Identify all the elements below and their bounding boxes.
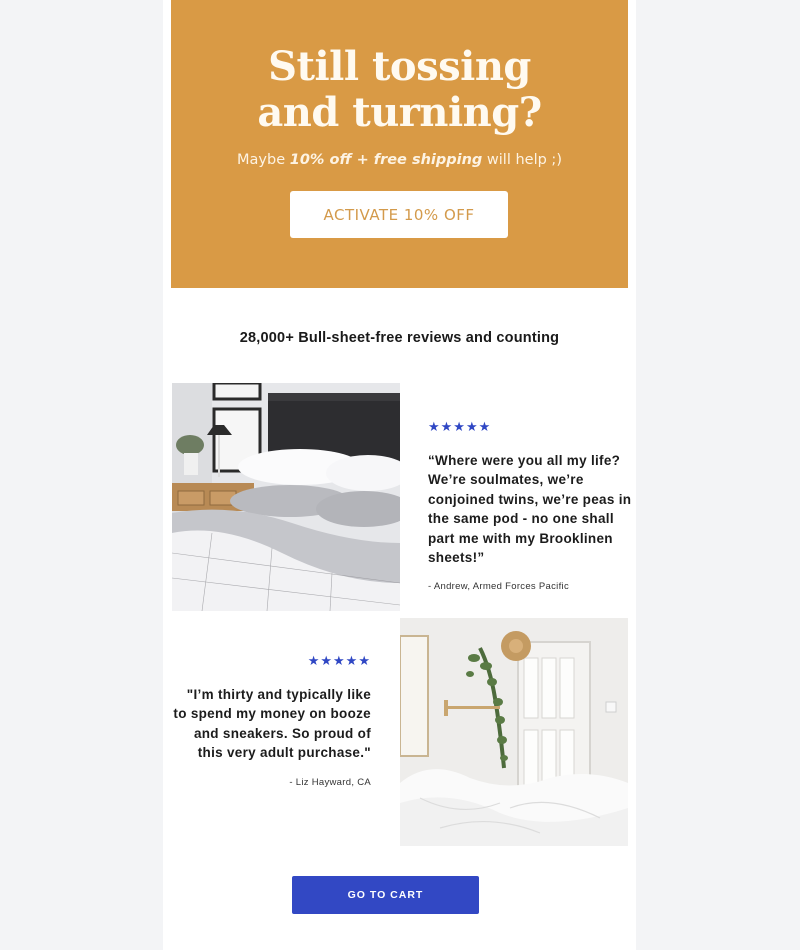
review-quote: "I’m thirty and typically like to spend my money on booze and sneakers. So proud of this very adult purchase." [173, 687, 371, 761]
review-author: - Andrew, Armed Forces Pacific [428, 581, 569, 593]
bedroom-grey-sheets-image [172, 383, 400, 611]
subtitle-prefix: Maybe [237, 152, 290, 168]
subtitle-offer: 10% off + free shipping [289, 152, 483, 168]
review-photo-2 [400, 618, 628, 846]
review-card-2 [171, 654, 371, 788]
go-to-cart-button[interactable]: GO TO CART [292, 876, 479, 914]
star-rating-icon: ★★★★★ [307, 653, 371, 668]
email-body [163, 0, 636, 950]
hero-title-line-2: and turning? [257, 89, 542, 136]
activate-discount-button[interactable]: ACTIVATE 10% OFF [290, 191, 508, 238]
hero-subtitle [171, 152, 628, 168]
reviews-heading: 28,000+ Bull-sheet-free reviews and counting [239, 330, 560, 346]
subtitle-suffix: will help ;) [482, 152, 562, 168]
star-rating-icon: ★★★★★ [428, 419, 492, 434]
review-author: - Liz Hayward, CA [289, 776, 371, 788]
hero-banner [171, 0, 628, 288]
review-quote: “Where were you all my life? We’re soulmates, we’re conjoined twins, we’re peas in the same pod - no one shall part me with my Brooklinen sheets!” [428, 453, 632, 566]
review-card-1 [428, 420, 638, 592]
hero-title-line-1: Still tossing [268, 43, 531, 90]
white-bedroom-image [400, 618, 628, 846]
review-photo-1 [172, 383, 400, 611]
hero-title [171, 44, 628, 136]
